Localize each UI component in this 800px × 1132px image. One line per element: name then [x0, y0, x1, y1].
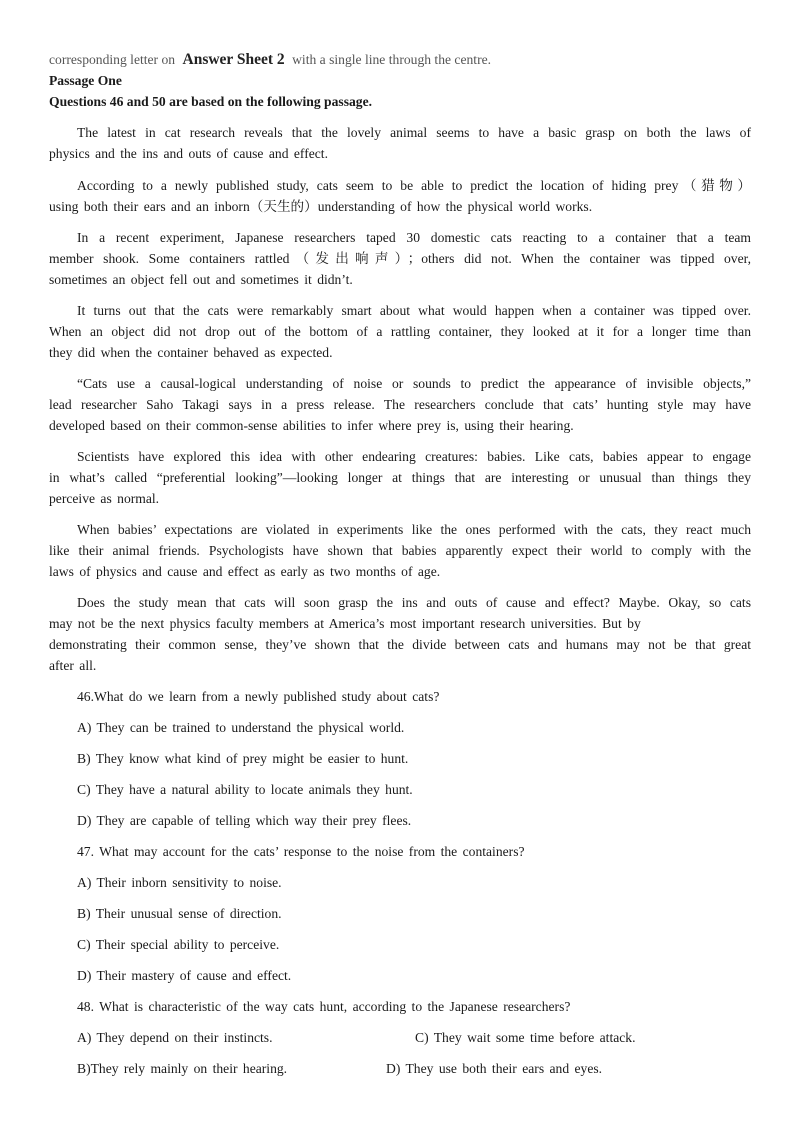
paragraph-line: after all. — [49, 658, 97, 673]
question-47-option-b[interactable]: B) Their unusual sense of direction. — [77, 906, 282, 921]
question-47-option-a[interactable]: A) Their inborn sensitivity to noise. — [77, 875, 282, 890]
paragraph-line: demonstrating their common sense, they’ve shown that the divide between cats and humans may not be that great — [49, 637, 751, 652]
header-text-pre: corresponding letter on — [49, 52, 176, 67]
paragraph-line: developed based on their common-sense abilities to infer where prey is, using their hearing. — [49, 418, 574, 433]
header-instruction — [49, 51, 751, 68]
paragraph-line: “Cats use a causal-logical understanding of noise or sounds to predict the appearance of invisible objects,” — [77, 376, 751, 391]
question-46-stem: 46.What do we learn from a newly published study about cats? — [77, 689, 440, 704]
paragraph-line: like their animal friends. Psychologists have shown that babies apparently expect their world to comply with the — [49, 543, 751, 558]
paragraph-line: perceive as normal. — [49, 491, 160, 506]
paragraph-line: It turns out that the cats were remarkably smart about what would happen when a container was tipped over. — [77, 303, 751, 318]
paragraph-line: using both their ears and an inborn（天生的）understanding of how the physical world works. — [49, 199, 593, 214]
question-47-option-d[interactable]: D) Their mastery of cause and effect. — [77, 968, 292, 983]
answer-sheet-label: Answer Sheet 2 — [182, 51, 285, 68]
paragraph-line: in what’s called “preferential looking”—looking longer at things that are interesting or unusual than things they — [49, 470, 751, 485]
paragraph-line: they did when the container behaved as expected. — [49, 345, 333, 360]
paragraph-line: may not be the next physics faculty members at America’s most important research universities. But by — [49, 616, 641, 631]
paragraph-line: Does the study mean that cats will soon grasp the ins and outs of cause and effect? Maybe. Okay, so cats — [77, 595, 751, 610]
question-48-option-c[interactable]: C) They wait some time before attack. — [415, 1030, 636, 1045]
paragraph-line: According to a newly published study, cats seem to be able to predict the location of hiding prey（猎物） — [77, 178, 751, 193]
question-47-option-c[interactable]: C) Their special ability to perceive. — [77, 937, 280, 952]
paragraph-line: lead researcher Saho Takagi says in a press release. The researchers conclude that cats’ hunting style may have — [49, 397, 751, 412]
paragraph-line: Scientists have explored this idea with other endearing creatures: babies. Like cats, babies appear to engage — [77, 449, 751, 464]
question-48-option-a[interactable]: A) They depend on their instincts. — [77, 1030, 273, 1045]
paragraph-line: The latest in cat research reveals that the lovely animal seems to have a basic grasp on both the laws of — [77, 125, 751, 140]
paragraph-line: When babies’ expectations are violated in experiments like the ones performed with the cats, they react much — [77, 522, 751, 537]
question-46-option-c[interactable]: C) They have a natural ability to locate animals they hunt. — [77, 782, 413, 797]
paragraph-line: laws of physics and cause and effect as early as two months of age. — [49, 564, 441, 579]
question-48-option-d[interactable]: D) They use both their ears and eyes. — [386, 1061, 603, 1076]
question-48-option-b[interactable]: B)They rely mainly on their hearing. — [77, 1061, 288, 1076]
question-46-option-d[interactable]: D) They are capable of telling which way their prey flees. — [77, 813, 412, 828]
questions-intro: Questions 46 and 50 are based on the following passage. — [49, 94, 373, 109]
question-47-stem: 47. What may account for the cats’ response to the noise from the containers? — [77, 844, 525, 859]
paragraph-line: When an object did not drop out of the bottom of a rattling container, they looked at it for a longer time than — [49, 324, 751, 339]
paragraph-line: sometimes an object fell out and sometimes it didn’t. — [49, 272, 353, 287]
question-48-stem: 48. What is characteristic of the way cats hunt, according to the Japanese researchers? — [77, 999, 571, 1014]
paragraph-line: physics and the ins and outs of cause and effect. — [49, 146, 328, 161]
question-46-option-b[interactable]: B) They know what kind of prey might be easier to hunt. — [77, 751, 409, 766]
question-46-option-a[interactable]: A) They can be trained to understand the physical world. — [77, 720, 405, 735]
passage-title: Passage One — [49, 73, 122, 88]
header-text-post: with a single line through the centre. — [292, 52, 492, 67]
paragraph-line: member shook. Some containers rattled（发出响声）；others did not. When the container was tipped over, — [49, 251, 751, 266]
paragraph-line: In a recent experiment, Japanese researchers taped 30 domestic cats reacting to a container that a team — [77, 230, 751, 245]
